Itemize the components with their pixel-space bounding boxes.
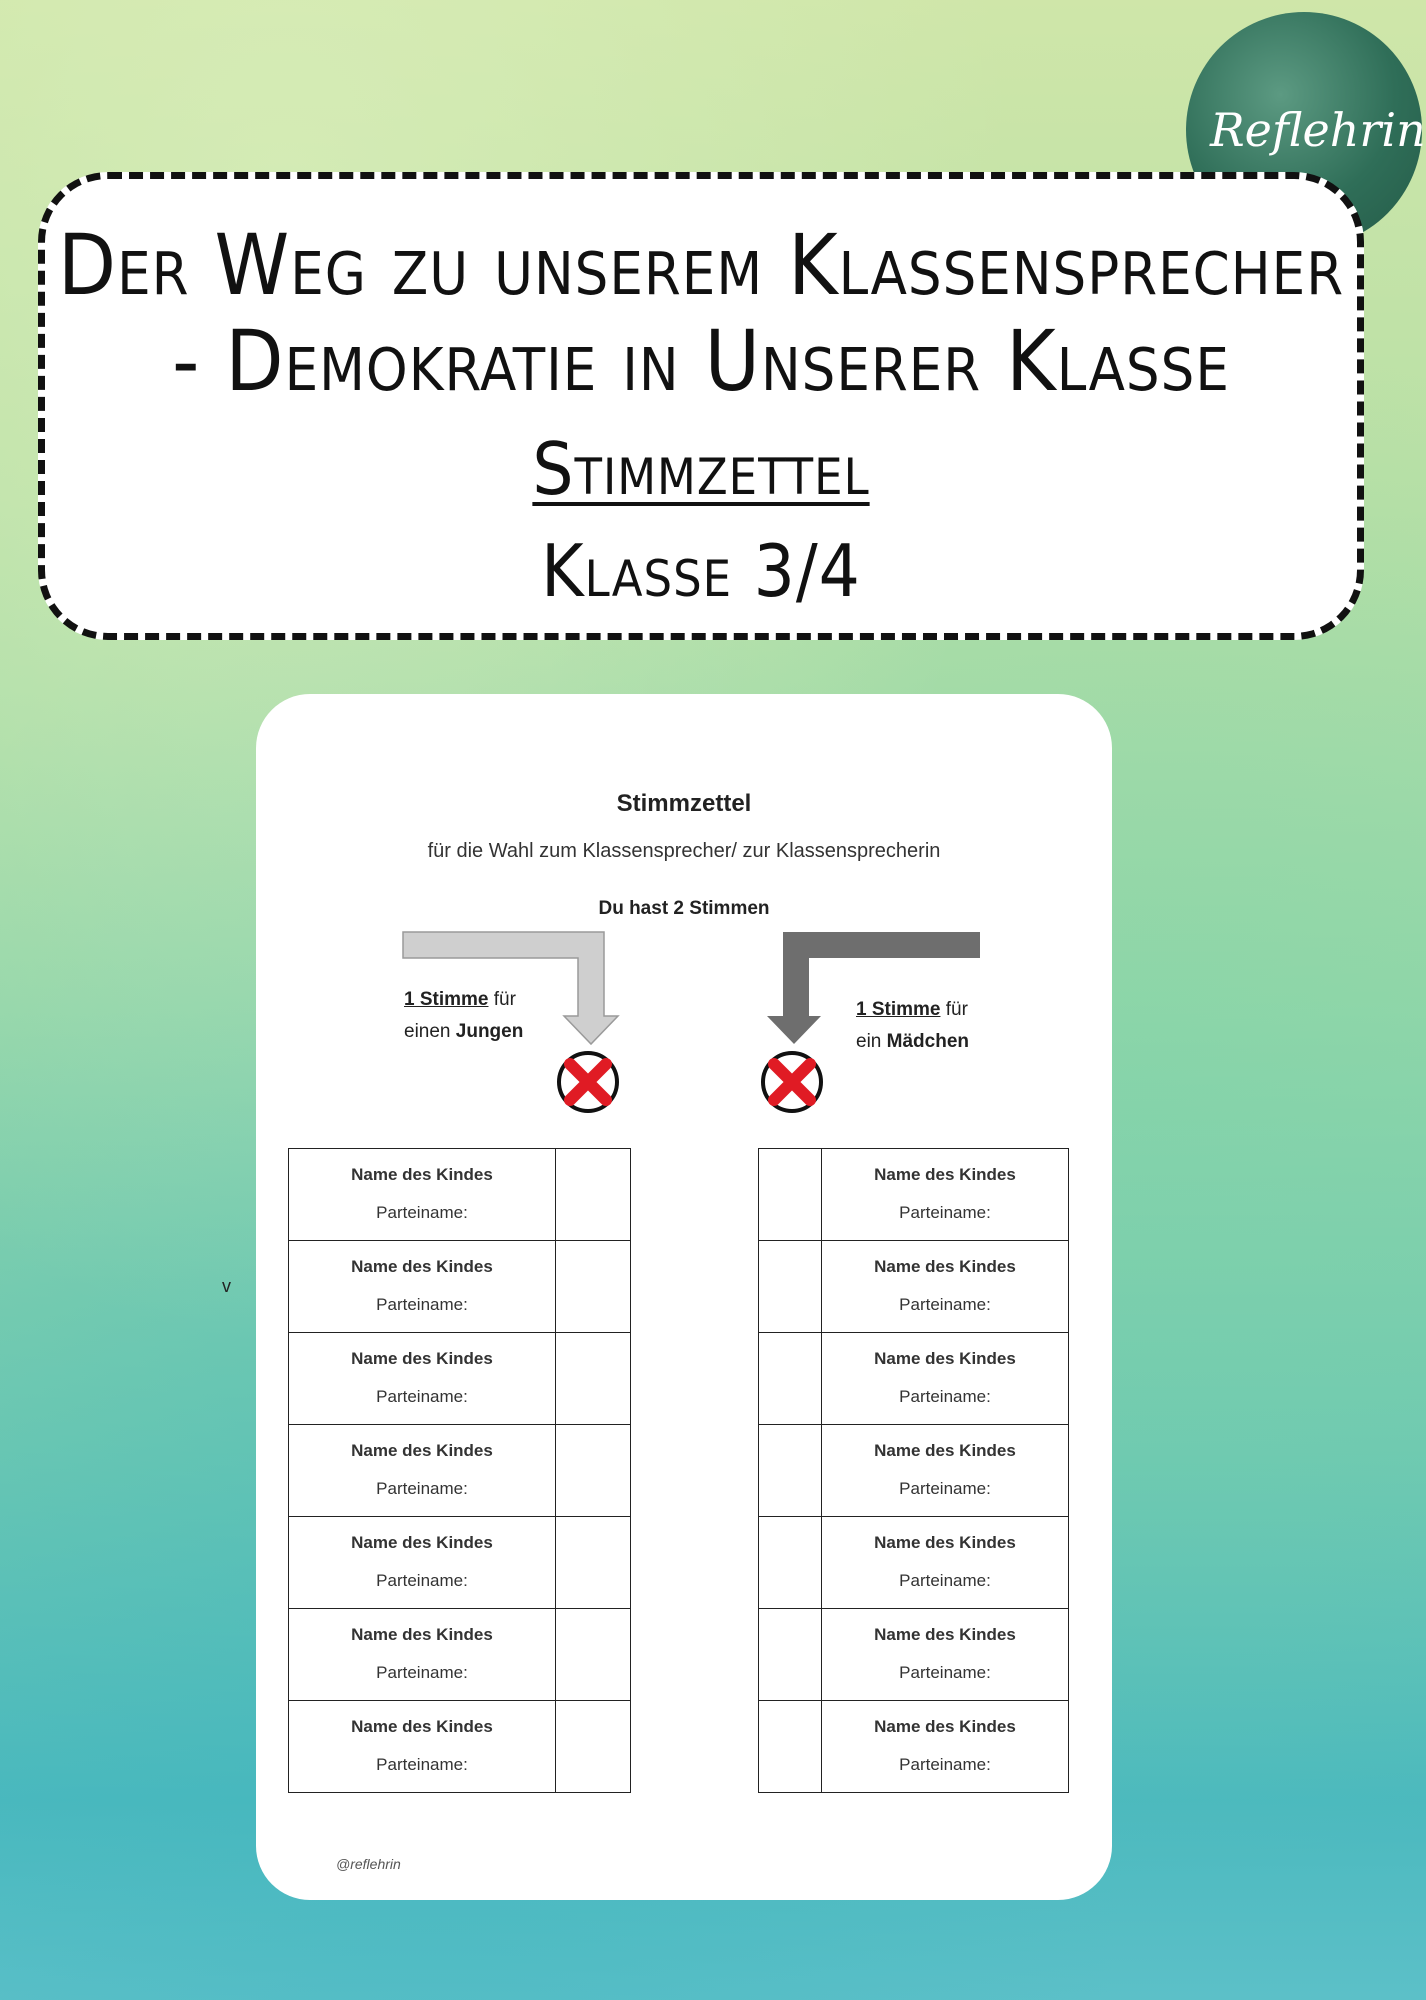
note-boy-for: für xyxy=(493,989,516,1010)
candidate-name-label: Name des Kindes xyxy=(874,1257,1016,1276)
vote-box[interactable] xyxy=(556,1609,631,1701)
ballot-paper xyxy=(256,694,1112,1900)
candidate-cell xyxy=(289,1517,556,1609)
table-row xyxy=(759,1241,1069,1333)
table-row xyxy=(289,1333,631,1425)
stray-mark: v xyxy=(222,1276,231,1296)
table-row xyxy=(759,1609,1069,1701)
candidate-cell xyxy=(822,1425,1069,1517)
table-row xyxy=(759,1701,1069,1793)
candidate-cell xyxy=(289,1609,556,1701)
note-girl-for: für xyxy=(945,999,968,1020)
candidate-cell xyxy=(289,1333,556,1425)
table-row xyxy=(759,1517,1069,1609)
table-row xyxy=(759,1425,1069,1517)
vote-box[interactable] xyxy=(556,1701,631,1793)
ballot-title: Stimmzettel xyxy=(616,790,752,817)
vote-box[interactable] xyxy=(759,1425,822,1517)
vote-box[interactable] xyxy=(556,1425,631,1517)
candidate-name-label: Name des Kindes xyxy=(874,1441,1016,1460)
table-row xyxy=(289,1425,631,1517)
note-girl-pre: ein xyxy=(856,1031,882,1052)
party-name-label: Parteiname: xyxy=(376,1571,468,1590)
party-name-label: Parteiname: xyxy=(899,1295,991,1314)
stimmzettel-heading: Stimmzettel xyxy=(532,427,870,511)
girls-table xyxy=(758,1148,1069,1793)
candidate-cell xyxy=(822,1241,1069,1333)
candidate-name-label: Name des Kindes xyxy=(351,1717,493,1736)
note-girl xyxy=(856,994,969,1058)
vote-box[interactable] xyxy=(759,1609,822,1701)
note-boy-bold: Jungen xyxy=(455,1021,524,1042)
vote-box[interactable] xyxy=(759,1149,822,1241)
title-line-1: Der Weg zu unserem Klassensprecher xyxy=(57,216,1345,314)
logo-text: Reflehrin xyxy=(1210,103,1426,157)
party-name-label: Parteiname: xyxy=(899,1387,991,1406)
candidate-name-label: Name des Kindes xyxy=(351,1441,493,1460)
candidate-cell xyxy=(289,1241,556,1333)
candidate-cell xyxy=(289,1701,556,1793)
candidate-name-label: Name des Kindes xyxy=(874,1349,1016,1368)
party-name-label: Parteiname: xyxy=(376,1387,468,1406)
note-boy xyxy=(404,984,523,1048)
candidate-name-label: Name des Kindes xyxy=(874,1625,1016,1644)
candidate-name-label: Name des Kindes xyxy=(351,1349,493,1368)
candidate-cell xyxy=(822,1609,1069,1701)
vote-box[interactable] xyxy=(556,1517,631,1609)
title-box xyxy=(38,172,1364,640)
table-row xyxy=(289,1609,631,1701)
candidate-name-label: Name des Kindes xyxy=(874,1165,1016,1184)
candidate-name-label: Name des Kindes xyxy=(351,1625,493,1644)
ballot-votes: Du hast 2 Stimmen xyxy=(598,898,770,919)
title-line-2: - Demokratie in Unserer Klasse xyxy=(172,312,1230,410)
candidate-cell xyxy=(822,1701,1069,1793)
party-name-label: Parteiname: xyxy=(899,1479,991,1498)
note-girl-count: 1 Stimme xyxy=(856,999,941,1020)
party-name-label: Parteiname: xyxy=(899,1571,991,1590)
party-name-label: Parteiname: xyxy=(376,1203,468,1222)
party-name-label: Parteiname: xyxy=(376,1755,468,1774)
candidate-cell xyxy=(289,1149,556,1241)
vote-box[interactable] xyxy=(759,1333,822,1425)
table-row xyxy=(759,1333,1069,1425)
table-row xyxy=(289,1241,631,1333)
cross-mark-right-icon xyxy=(760,1050,824,1114)
party-name-label: Parteiname: xyxy=(376,1479,468,1498)
candidate-name-label: Name des Kindes xyxy=(351,1533,493,1552)
candidate-cell xyxy=(822,1517,1069,1609)
boys-table xyxy=(288,1148,631,1793)
vote-box[interactable] xyxy=(759,1241,822,1333)
title-line-4: Klasse 3/4 xyxy=(541,529,861,613)
table-row xyxy=(289,1149,631,1241)
party-name-label: Parteiname: xyxy=(376,1663,468,1682)
candidate-cell xyxy=(822,1149,1069,1241)
note-boy-count: 1 Stimme xyxy=(404,989,489,1010)
credit: @reflehrin xyxy=(336,1856,401,1872)
candidate-name-label: Name des Kindes xyxy=(351,1165,493,1184)
candidate-name-label: Name des Kindes xyxy=(351,1257,493,1276)
party-name-label: Parteiname: xyxy=(899,1203,991,1222)
note-girl-bold: Mädchen xyxy=(886,1031,969,1052)
candidate-cell xyxy=(289,1425,556,1517)
vote-box[interactable] xyxy=(556,1149,631,1241)
vote-box[interactable] xyxy=(759,1701,822,1793)
party-name-label: Parteiname: xyxy=(376,1295,468,1314)
cross-mark-left-icon xyxy=(556,1050,620,1114)
table-row xyxy=(289,1701,631,1793)
candidate-name-label: Name des Kindes xyxy=(874,1533,1016,1552)
title-line-3 xyxy=(45,427,1357,511)
note-boy-pre: einen xyxy=(404,1021,451,1042)
party-name-label: Parteiname: xyxy=(899,1755,991,1774)
vote-box[interactable] xyxy=(759,1517,822,1609)
arrows-graphic xyxy=(256,694,1112,1154)
candidate-name-label: Name des Kindes xyxy=(874,1717,1016,1736)
ballot-subtitle: für die Wahl zum Klassensprecher/ zur Klassensprecherin xyxy=(427,840,941,862)
party-name-label: Parteiname: xyxy=(899,1663,991,1682)
table-row xyxy=(289,1517,631,1609)
vote-box[interactable] xyxy=(556,1241,631,1333)
vote-box[interactable] xyxy=(556,1333,631,1425)
table-row xyxy=(759,1149,1069,1241)
candidate-cell xyxy=(822,1333,1069,1425)
